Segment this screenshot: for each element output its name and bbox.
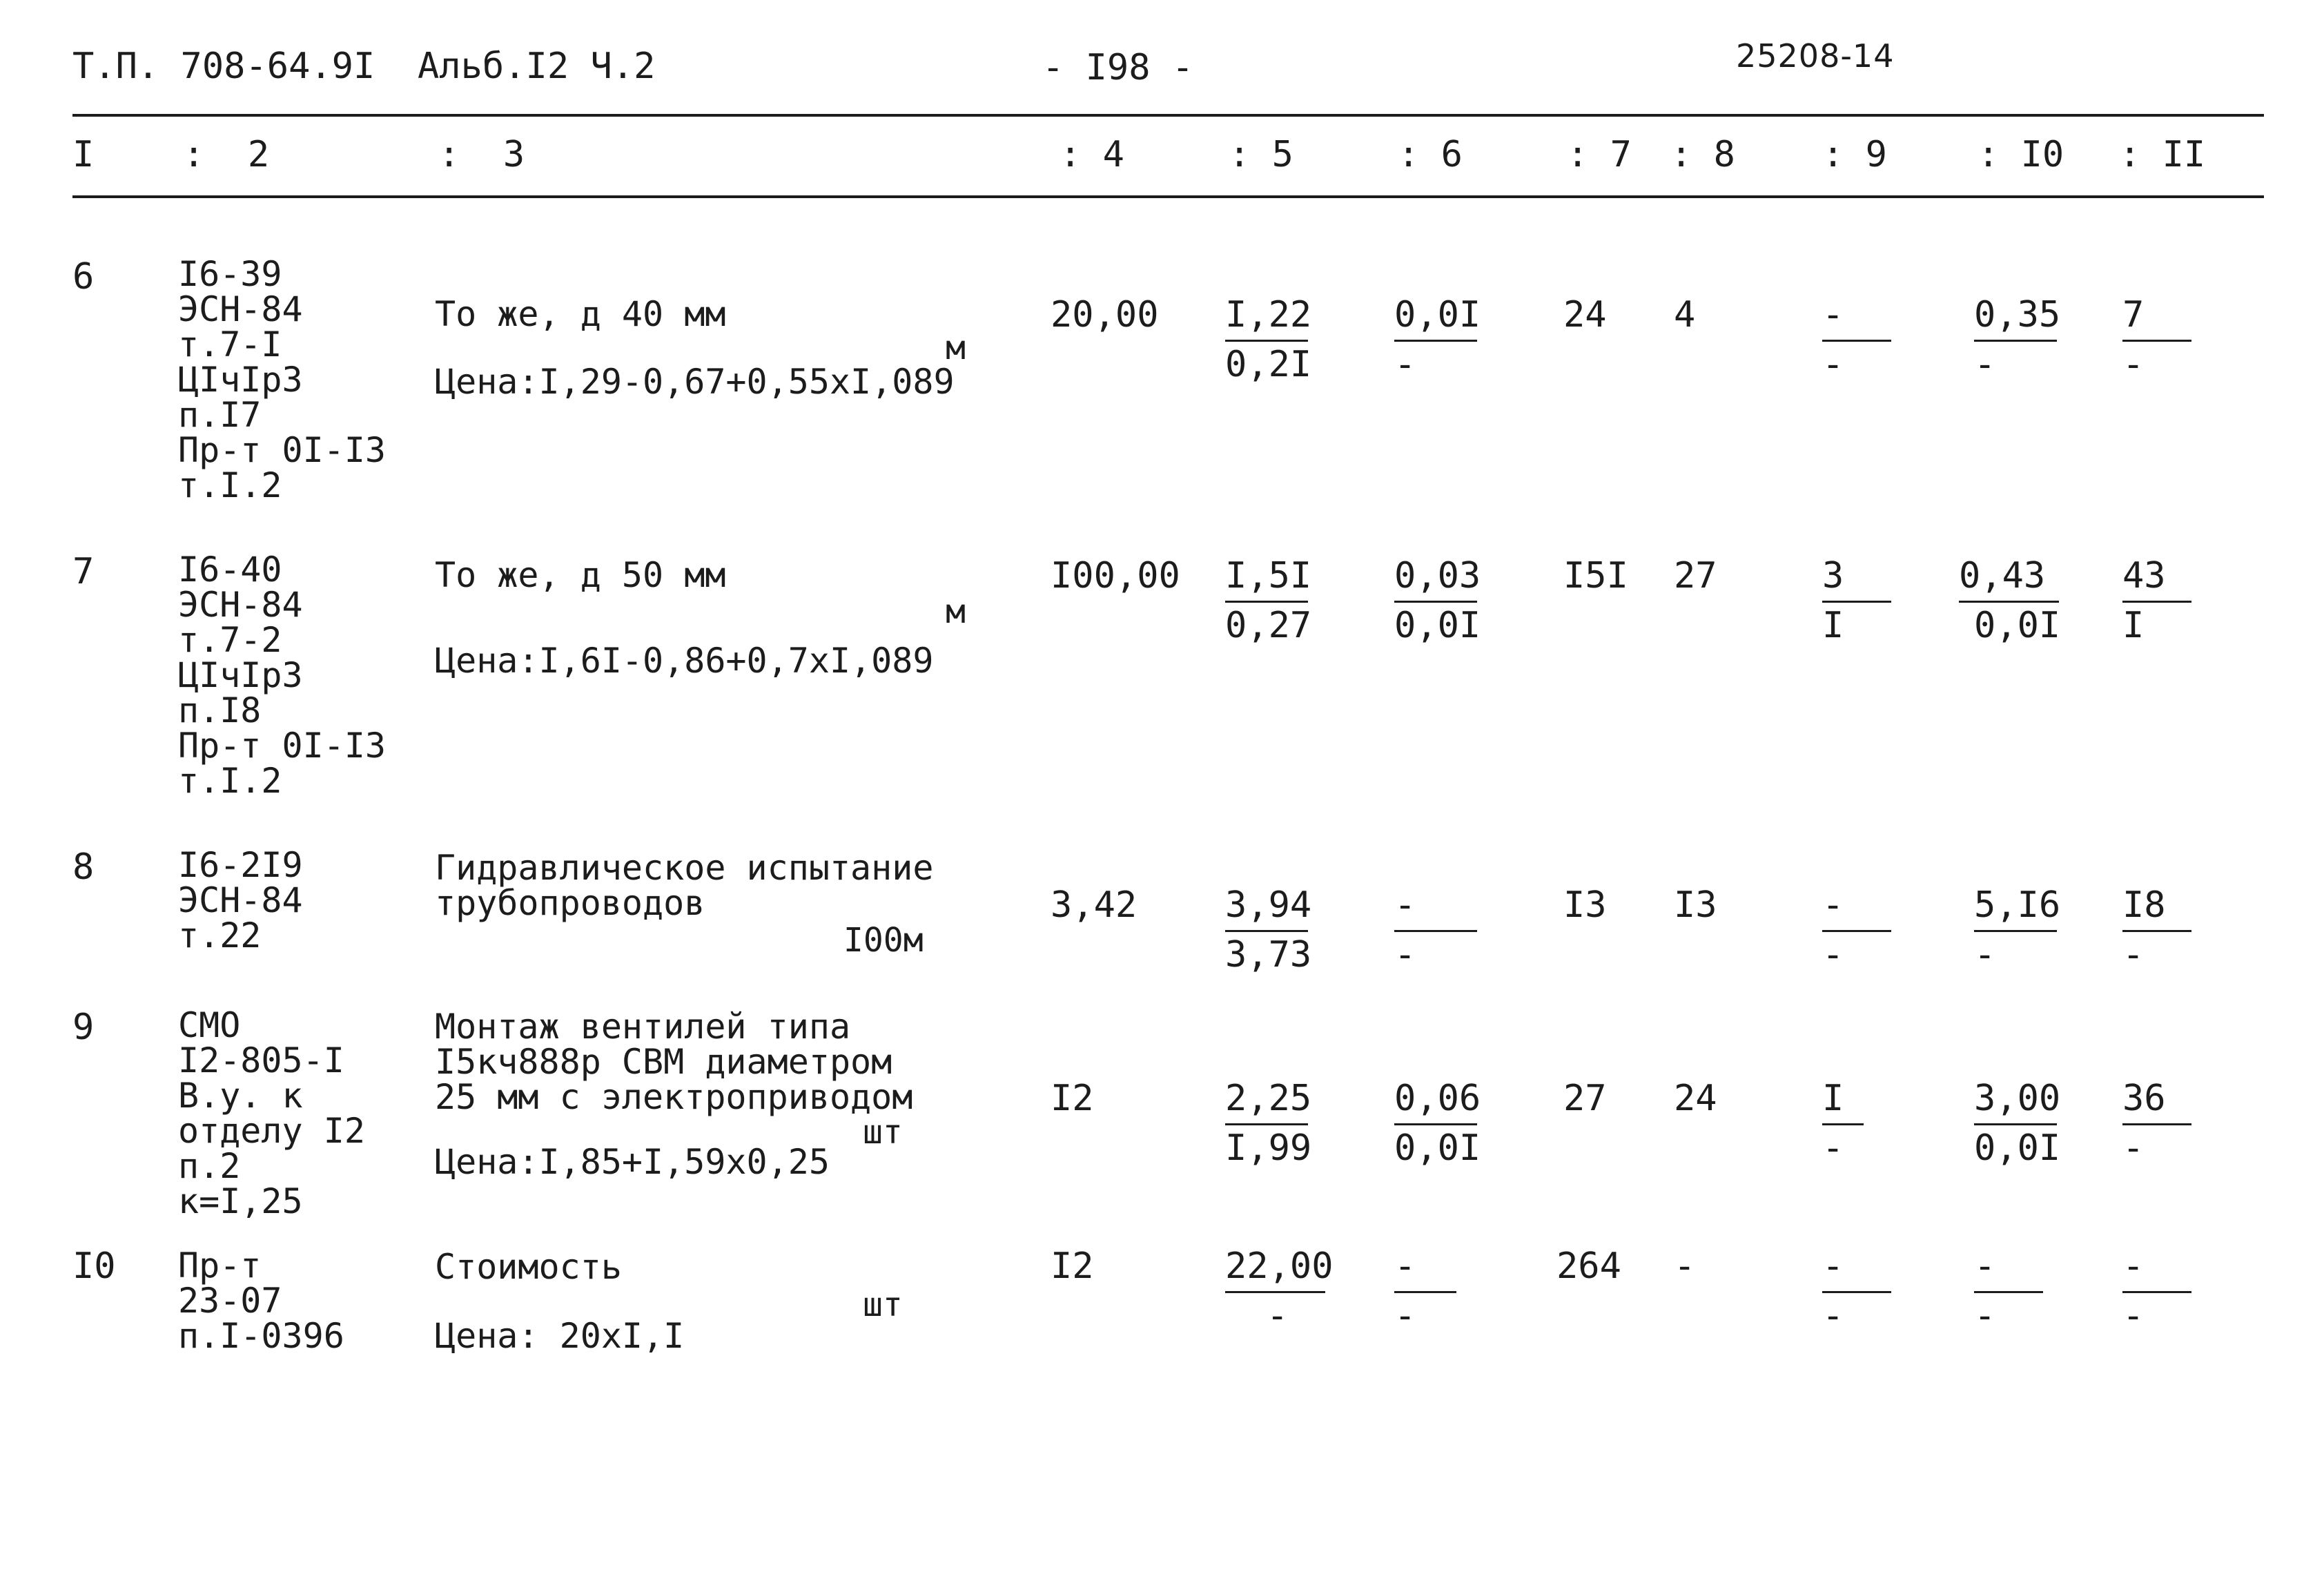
price-formula: Цена:I,6I-0,86+0,7хI,089 (435, 641, 934, 681)
col11-bottom: - (2122, 934, 2145, 976)
col11-bottom: - (2122, 344, 2145, 385)
code-line: ЭСН-84 (178, 289, 303, 329)
col6-bottom: - (1394, 934, 1416, 976)
doc-reference: Т.П. 708-64.9I (72, 46, 375, 87)
col9-bottom: - (1822, 934, 1844, 976)
fraction-line (2122, 1291, 2191, 1293)
col10-top: 0,35 (1974, 294, 2061, 336)
header-top-rule (72, 114, 2264, 117)
code-line: т.22 (178, 915, 262, 956)
code-line: т.I.2 (178, 761, 282, 801)
fraction-line (1822, 1291, 1891, 1293)
col-header-2: : 2 (183, 134, 270, 175)
col8-value: - (1674, 1245, 1696, 1287)
col9-bottom: - (1822, 1295, 1844, 1337)
col9-top: - (1822, 294, 1844, 336)
col6-bottom: - (1394, 344, 1416, 385)
col10-top: 5,I6 (1974, 884, 2061, 926)
col7-value: 27 (1563, 1078, 1607, 1119)
row-number: 7 (72, 551, 95, 592)
quantity: 20,00 (1051, 294, 1159, 336)
code-line: п.I8 (178, 690, 262, 730)
album-reference: Альб.I2 Ч.2 (418, 46, 656, 87)
fraction-line (1394, 340, 1477, 342)
col5-bottom: 0,2I (1225, 344, 1312, 385)
col5-bottom: 3,73 (1225, 934, 1312, 976)
description-line: трубопроводов (435, 883, 705, 923)
fraction-line (1394, 1123, 1477, 1125)
col9-bottom: I (1822, 605, 1844, 646)
fraction-line (1225, 1291, 1325, 1293)
fraction-line (1394, 601, 1477, 603)
row-number: 9 (72, 1007, 95, 1048)
col9-top: - (1822, 884, 1844, 926)
row-number: 6 (72, 256, 95, 298)
fraction-line (2122, 340, 2191, 342)
col7-value: 24 (1563, 294, 1607, 336)
col6-top: - (1394, 1245, 1416, 1287)
col5-bottom: - (1267, 1295, 1289, 1337)
col10-top: - (1974, 1245, 1996, 1287)
unit: I00м (843, 921, 924, 960)
col11-bottom: - (2122, 1127, 2145, 1169)
quantity: I00,00 (1051, 555, 1180, 597)
col9-top: - (1822, 1245, 1844, 1287)
col-header-9: : 9 (1822, 134, 1887, 175)
fraction-line (1822, 601, 1891, 603)
fraction-line (1822, 340, 1891, 342)
code-line: I2-805-I (178, 1040, 344, 1080)
unit: шт (863, 1113, 903, 1152)
col11-top: 36 (2122, 1078, 2166, 1119)
col6-top: - (1394, 884, 1416, 926)
description-line: То же, д 50 мм (435, 555, 726, 595)
col11-bottom: - (2122, 1295, 2145, 1337)
col-header-11: : II (2119, 134, 2206, 175)
col-header-4: : 4 (1060, 134, 1124, 175)
code-line: п.I-0396 (178, 1316, 344, 1356)
code-line: п.I7 (178, 395, 262, 435)
col6-bottom: 0,0I (1394, 1127, 1481, 1169)
col10-bottom: - (1974, 344, 1996, 385)
col10-top: 3,00 (1974, 1078, 2061, 1119)
code-line: т.I.2 (178, 465, 282, 505)
fraction-line (2122, 930, 2191, 932)
col7-value: 264 (1556, 1245, 1621, 1287)
col8-value: 27 (1674, 555, 1717, 597)
code-line: отделу I2 (178, 1111, 365, 1151)
price-formula: Цена:I,29-0,67+0,55хI,089 (435, 362, 955, 402)
fraction-line (1974, 1291, 2043, 1293)
col8-value: 24 (1674, 1078, 1717, 1119)
fraction-line (1225, 930, 1308, 932)
code-line: Пр-т (178, 1245, 262, 1286)
col7-value: I5I (1563, 555, 1628, 597)
col-header-5: : 5 (1229, 134, 1293, 175)
description-line: Стоимость (435, 1247, 622, 1287)
col8-value: I3 (1674, 884, 1717, 926)
col6-bottom: 0,0I (1394, 605, 1481, 646)
col5-top: 22,00 (1225, 1245, 1334, 1287)
code-line: 23-07 (178, 1281, 282, 1321)
col6-top: 0,06 (1394, 1078, 1481, 1119)
col11-bottom: I (2122, 605, 2145, 646)
code-line: т.7-2 (178, 620, 282, 660)
col10-bottom: - (1974, 1295, 1996, 1337)
code-line: ЦIчIр3 (178, 655, 303, 695)
col11-top: I8 (2122, 884, 2166, 926)
description-line: Монтаж вентилей типа (435, 1007, 851, 1047)
col6-top: 0,0I (1394, 294, 1481, 336)
col5-top: 2,25 (1225, 1078, 1312, 1119)
col5-top: I,5I (1225, 555, 1312, 597)
stamp-number: 25208-14 (1736, 37, 1895, 75)
fraction-line (1959, 601, 2059, 603)
col5-bottom: I,99 (1225, 1127, 1312, 1169)
header-bottom-rule (72, 195, 2264, 198)
col7-value: I3 (1563, 884, 1607, 926)
fraction-line (1394, 930, 1477, 932)
col10-bottom: 0,0I (1974, 605, 2061, 646)
code-line: к=I,25 (178, 1181, 303, 1221)
fraction-line (2122, 1123, 2191, 1125)
col-header-1: I (72, 134, 95, 175)
price-formula: Цена:I,85+I,59х0,25 (435, 1142, 830, 1182)
col5-bottom: 0,27 (1225, 605, 1312, 646)
col9-top: 3 (1822, 555, 1844, 597)
code-line: п.2 (178, 1146, 241, 1186)
description-line: I5кч888р СВМ диаметром (435, 1042, 892, 1082)
row-number: I0 (72, 1245, 116, 1287)
fraction-line (1394, 1291, 1456, 1293)
fraction-line (1974, 1123, 2057, 1125)
col-header-6: : 6 (1398, 134, 1463, 175)
col11-top: 43 (2122, 555, 2166, 597)
fraction-line (1974, 340, 2057, 342)
fraction-line (1974, 930, 2057, 932)
col5-top: I,22 (1225, 294, 1312, 336)
col9-bottom: - (1822, 344, 1844, 385)
col-header-7: : 7 (1567, 134, 1632, 175)
description-line: Гидравлическое испытание (435, 848, 934, 888)
fraction-line (1822, 930, 1891, 932)
code-line: т.7-I (178, 324, 282, 365)
col8-value: 4 (1674, 294, 1696, 336)
col10-bottom: - (1974, 934, 1996, 976)
code-line: Пр-т 0I-I3 (178, 430, 387, 470)
price-formula: Цена: 20хI,I (435, 1316, 685, 1356)
code-line: I6-39 (178, 254, 282, 294)
quantity: 3,42 (1051, 884, 1137, 926)
col11-top: - (2122, 1245, 2145, 1287)
code-line: ЦIчIр3 (178, 360, 303, 400)
col-header-10: : I0 (1978, 134, 2064, 175)
col6-top: 0,03 (1394, 555, 1481, 597)
col9-top: I (1822, 1078, 1844, 1119)
col9-bottom: - (1822, 1127, 1844, 1169)
code-line: ЭСН-84 (178, 880, 303, 920)
fraction-line (1822, 1123, 1864, 1125)
fraction-line (1225, 1123, 1308, 1125)
col6-bottom: - (1394, 1295, 1416, 1337)
quantity: I2 (1051, 1245, 1094, 1287)
col5-top: 3,94 (1225, 884, 1312, 926)
fraction-line (2122, 601, 2191, 603)
unit: шт (863, 1286, 903, 1324)
unit: м (946, 592, 966, 631)
code-line: В.у. к (178, 1076, 303, 1116)
col11-top: 7 (2122, 294, 2145, 336)
unit: м (946, 329, 966, 367)
quantity: I2 (1051, 1078, 1094, 1119)
fraction-line (1225, 340, 1308, 342)
page-number: - I98 - (1042, 47, 1194, 88)
code-line: I6-2I9 (178, 845, 303, 885)
code-line: ЭСН-84 (178, 585, 303, 625)
description-line: 25 мм с электроприводом (435, 1077, 913, 1117)
col-header-8: : 8 (1670, 134, 1735, 175)
row-number: 8 (72, 846, 95, 888)
col10-bottom: 0,0I (1974, 1127, 2061, 1169)
code-line: I6-40 (178, 550, 282, 590)
code-line: СМО (178, 1005, 241, 1045)
col-header-3: : 3 (438, 134, 525, 175)
code-line: Пр-т 0I-I3 (178, 726, 387, 766)
col10-top: 0,43 (1959, 555, 2046, 597)
fraction-line (1225, 601, 1308, 603)
description-line: То же, д 40 мм (435, 294, 726, 334)
